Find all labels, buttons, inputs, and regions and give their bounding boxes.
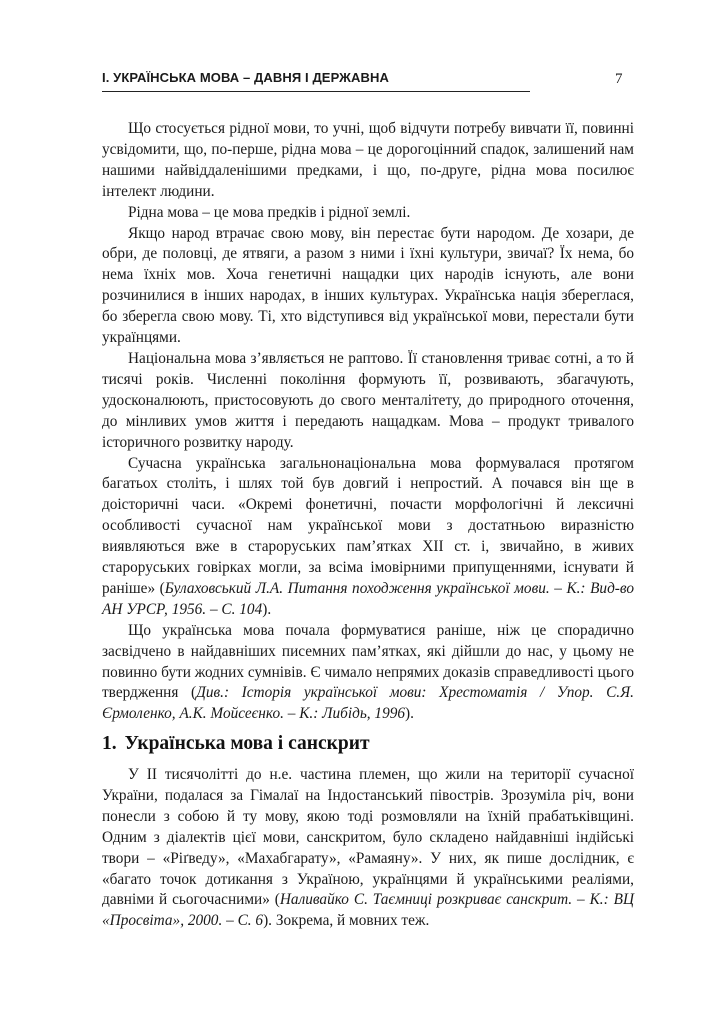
intro-text [102, 119, 634, 725]
paragraph-text: Що українська мова почала формуватися раніше, ніж це спорадично засвідчено в найдавніших писемних пам’ятках, які дійшли до нас, у цьому не повинно бути жодних сумнівів. Є чимало непрямих доказів справедливості цього твердження ( [102, 621, 634, 702]
paragraph-end: ). Зокрема, й мовних теж. [263, 912, 430, 930]
paragraph [102, 203, 634, 224]
paragraph-text: Рідна мова – це мова предків і рідної землі. [128, 203, 411, 221]
section-heading [102, 733, 634, 755]
paragraph-end: ). [405, 705, 414, 723]
citation: Булаховський Л.А. Питання походження української мови. – К.: Вид-во АН УРСР, 1956. – С. 104 [102, 579, 634, 618]
paragraph-text: У ІІ тисячолітті до н.е. частина племен, що жили на території сучасної України, подалася за Гімалаї на Індостанський півострів. Зрозуміла річ, вони понесли з собою й ту мову, якою тоді розмовляли на їхній прабатьківщині. Одним з діалектів цієї мови, санскритом, було складено найдавніші індійські твори – «Ріґведу», «Махабгарату», «Рамаяну». У них, як пише дослідник, є «багато точок дотикання з Україною, українцями й українськими реаліями, давніми й сьогочасними» ( [102, 766, 634, 909]
paragraph [102, 349, 634, 454]
running-title: І. УКРАЇНСЬКА МОВА – ДАВНЯ І ДЕРЖАВНА [102, 70, 389, 85]
page-number: 7 [615, 71, 623, 87]
section-title: Українська мова і санскрит [124, 733, 370, 754]
citation: Див.: Історія української мови: Хрестоматія / Упор. С.Я. Єрмоленко, А.К. Мойсеєнко. – К.: Либідь, 1996 [102, 684, 635, 723]
citation: Наливайко С. Таємниці розкриває санскрит. – К.: ВЦ «Просвіта», 2000. – С. 6 [102, 891, 635, 930]
paragraph [102, 621, 634, 726]
paragraph [102, 224, 634, 349]
section-number: 1. [102, 733, 117, 754]
paragraph-text: Національна мова з’являється не раптово. Її становлення триває сотні, а то й тисячі років. Численні покоління формують її, розвивають, збагачують, удосконалюють, пристосовують до свого менталітету, до природного оточення, до мінливих умов життя і передають нащадкам. Мова – продукт тривалого історичного розвитку народу. [102, 349, 634, 451]
paragraph-text: Якщо народ втрачає свою мову, він перестає бути народом. Де хозари, де обри, де половці, де ятвяги, а разом з ними і їхні культури, звичаї? Їх нема, бо нема їхніх мов. Хоча генетичні нащадки цих народів існують, але вони розчинилися в інших народах, в інших культурах. Українська нація збереглася, бо зберегла свою мову. Ті, хто відступився від української мови, перестали бути українцями. [102, 224, 634, 347]
paragraph-text: Сучасна українська загальнонаціональна мова формувалася протягом багатьох століть, і шлях той був довгий і непростий. А почався він ще в доісторичні часи. «Окремі фонетичні, почасти морфологічні й лексичні особливості сучасної нам української мови з достатньою виразністю виявляються вже в староруських пам’ятках XII ст. і, звичайно, в живих староруських говірках могли, за всіма імовірними припущеннями, існувати й раніше» ( [102, 454, 634, 597]
paragraph [102, 119, 634, 203]
header-rule [102, 91, 530, 92]
paragraph [102, 454, 634, 621]
section-text [102, 765, 634, 932]
paragraph [102, 765, 634, 932]
paragraph-text: Що стосується рідної мови, то учні, щоб відчути потребу вивчати її, повинні усвідомити, що, по-перше, рідна мова – це дорогоцінний спадок, залишений нам нашими найвіддаленішими предками, і що, по-друге, рідна мова посилює інтелект людини. [102, 120, 634, 200]
paragraph-end: ). [262, 600, 272, 618]
